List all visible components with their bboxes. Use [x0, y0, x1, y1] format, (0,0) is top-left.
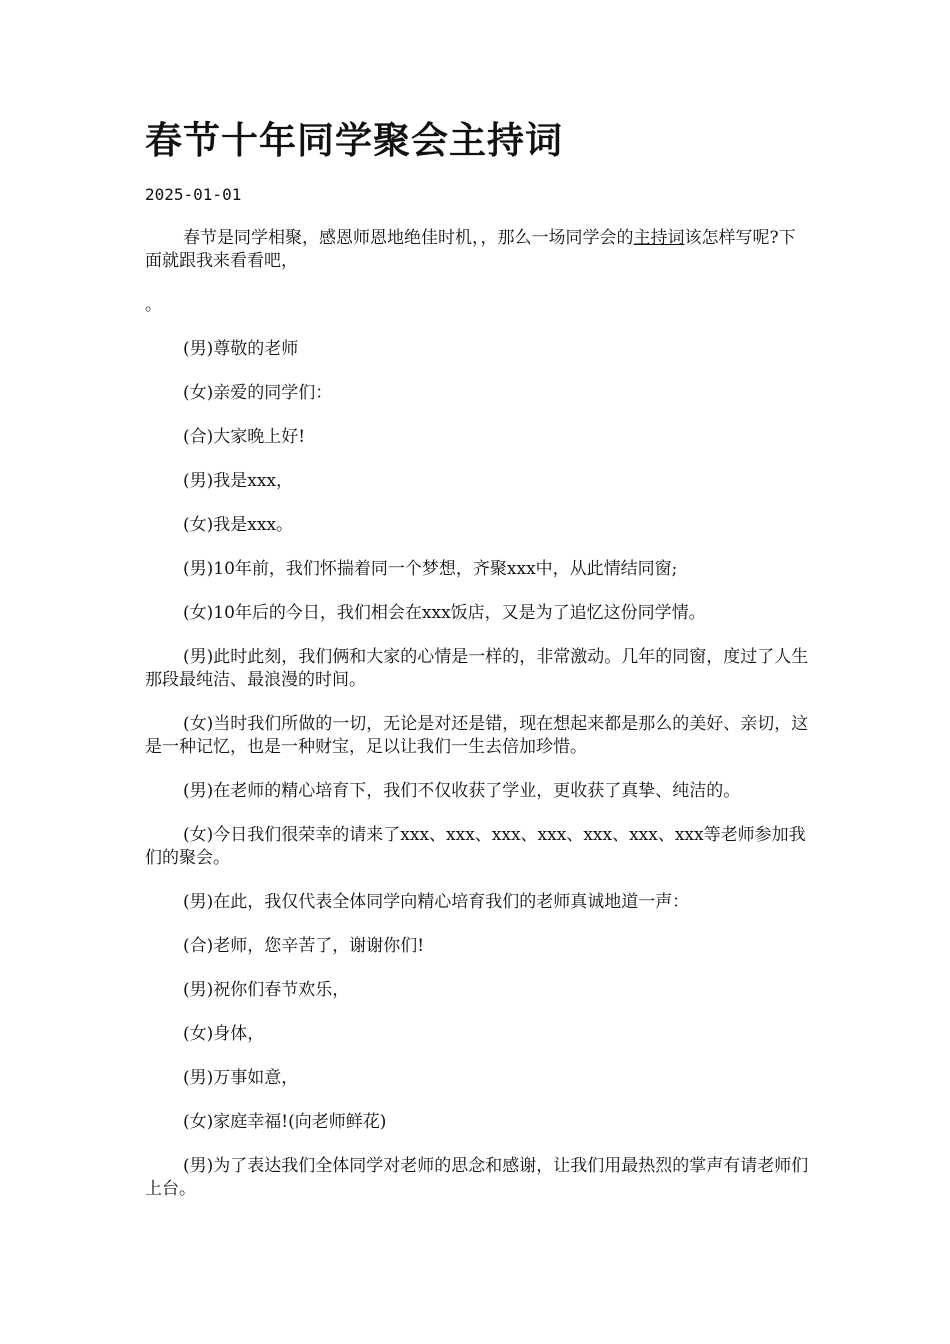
dialogue-paragraph: (男)我是xxx， [183, 471, 294, 491]
intro-text-before: 春节是同学相聚，感恩师恩地绝佳时机，，那么一场同学会的 [183, 228, 634, 248]
document-page [145, 112, 810, 1222]
dialogue-paragraph: (女)亲爱的同学们： [183, 383, 333, 403]
dialogue-paragraph: (合)大家晚上好! [183, 427, 306, 447]
dialogue-paragraph: (女)我是xxx。 [183, 515, 294, 535]
dialogue-paragraph: (男)尊敬的老师 [183, 339, 299, 359]
dialogue-paragraph: (女)家庭幸福!(向老师鲜花) [183, 1112, 387, 1132]
dialogue-paragraph: (女)今日我们很荣幸的请来了xxx、xxx、xxx、xxx、xxx、xxx、xxx等老师参加我们的聚会。 [145, 825, 806, 868]
dialogue-paragraph: (男)10年前，我们怀揣着同一个梦想，齐聚xxx中，从此情结同窗; [183, 559, 678, 579]
dialogue-paragraph: (男)祝你们春节欢乐， [183, 980, 350, 1000]
dialogue-paragraph: (女)10年后的今日，我们相会在xxx饭店，又是为了追忆这份同学情。 [183, 603, 706, 623]
dialogue-paragraph: (女)当时我们所做的一切，无论是对还是错，现在想起来都是那么的美好、亲切，这是一种记忆，也是一种财宝，足以让我们一生去倍加珍惜。 [145, 714, 809, 757]
document-date: 2025-01-01 [145, 185, 242, 204]
host-speech-link[interactable]: 主持词 [633, 228, 685, 248]
dialogue-paragraph: (合)老师，您辛苦了，谢谢你们! [183, 936, 425, 956]
document-title: 春节十年同学聚会主持词 [145, 118, 563, 162]
dialogue-paragraph: (男)万事如意， [183, 1068, 299, 1088]
period-line: 。 [145, 295, 162, 315]
dialogue-paragraph: (女)身体， [183, 1024, 265, 1044]
dialogue-paragraph: (男)在老师的精心培育下，我们不仅收获了学业，更收获了真挚、纯洁的。 [183, 781, 741, 801]
intro-text-after: 该怎样写呢?下面就跟我来看看吧， [145, 228, 796, 271]
intro-paragraph [145, 227, 810, 273]
dialogue-paragraph: (男)在此，我仅代表全体同学向精心培育我们的老师真诚地道一声： [183, 892, 690, 912]
dialogue-paragraph: (男)此时此刻，我们俩和大家的心情是一样的，非常激动。几年的同窗，度过了人生那段最纯洁、最浪漫的时间。 [145, 647, 809, 690]
dialogue-paragraph: (男)为了表达我们全体同学对老师的思念和感谢，让我们用最热烈的掌声有请老师们上台。 [145, 1156, 809, 1199]
